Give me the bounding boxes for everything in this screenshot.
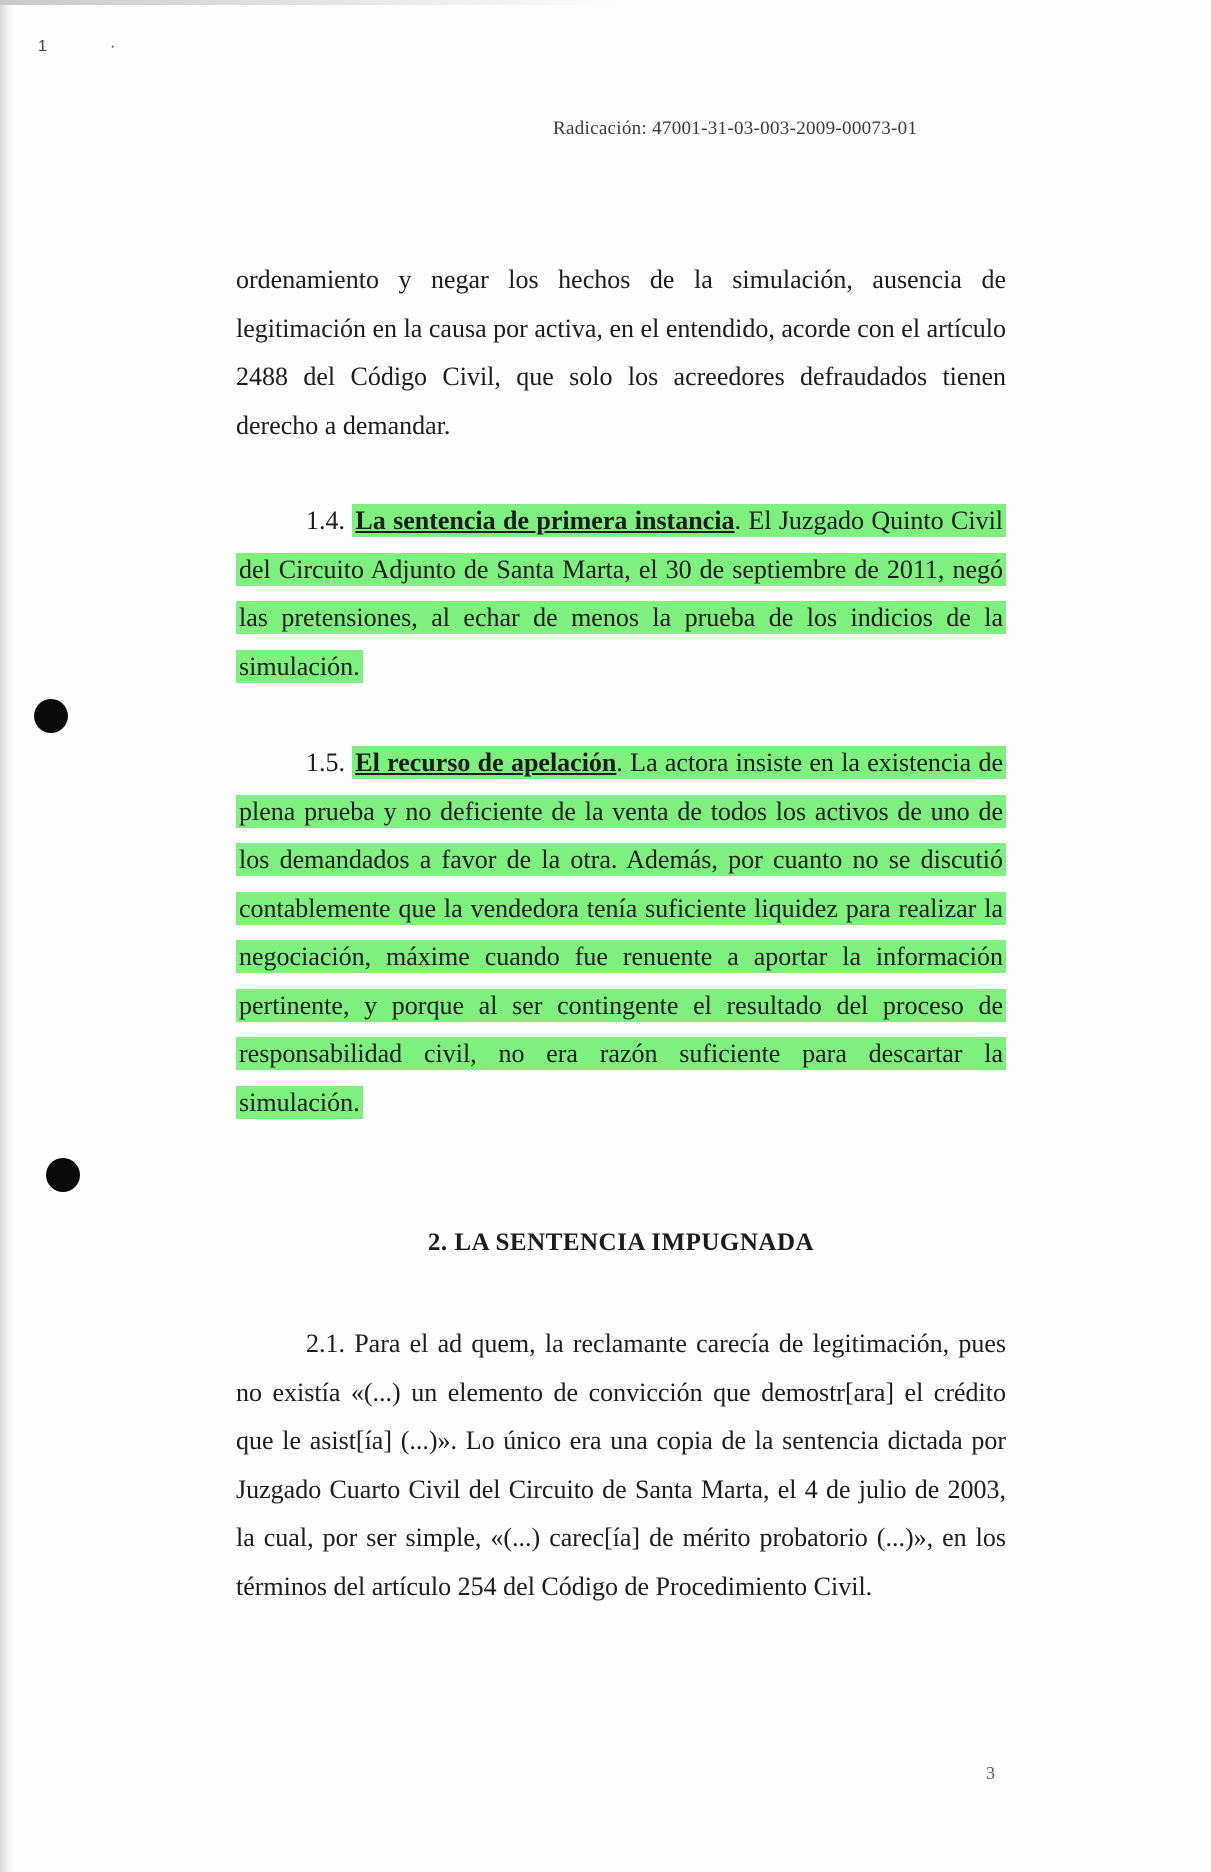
section-1-4-paragraph xyxy=(236,497,1006,691)
section-1-4-highlight xyxy=(236,504,1006,683)
scan-top-edge xyxy=(0,0,620,5)
section-2-1 xyxy=(236,1320,1006,1611)
section-1-5-paragraph xyxy=(236,739,1006,1127)
page-number: 3 xyxy=(986,1763,995,1783)
punch-hole-top xyxy=(34,699,68,733)
corner-mark-left: 1 xyxy=(38,38,47,55)
punch-hole-bottom xyxy=(46,1158,80,1192)
section-heading: 2. LA SENTENCIA IMPUGNADA xyxy=(427,1229,815,1256)
section-1-5 xyxy=(236,739,1006,1127)
section-1-4 xyxy=(236,497,1006,691)
section-1-5-number: 1.5. xyxy=(306,748,345,777)
case-radicado-header: Radicación: 47001-31-03-003-2009-00073-01 xyxy=(553,118,918,139)
section-1-4-title: La sentencia de primera instancia xyxy=(355,506,735,535)
paragraph-continuation xyxy=(236,256,1006,450)
section-1-5-body: . La actora insiste en la existencia de plena prueba y no deficiente de la venta de todos los activos de uno de los demandados a favor de la otra. Además, por cuanto no se discutió contablemente que la vendedora tenía suficiente liquidez para realizar la negociación, máxime cuando fue renuente a aportar la información pertinente, y porque al ser contingente el resultado del proceso de responsabilidad civil, no era razón suficiente para descartar la simulación. xyxy=(239,748,1004,1117)
section-1-4-number: 1.4. xyxy=(306,506,345,535)
section-1-4-body: . El Juzgado Quinto Civil del Circuito Adjunto de Santa Marta, el 30 de septiembre de 2011, negó las pretensiones, al echar de menos la prueba de los indicios de la simulación. xyxy=(239,506,1004,681)
corner-mark-dot: · xyxy=(110,38,116,55)
paragraph-continuation-text: ordenamiento y negar los hechos de la simulación, ausencia de legitimación en la causa por activa, en el entendido, acorde con el artículo 2488 del Código Civil, que solo los acreedores defraudados tienen derecho a demandar. xyxy=(236,265,1006,440)
scan-edge-shadow xyxy=(0,0,14,1872)
section-1-5-highlight xyxy=(236,746,1006,1119)
section-2-1-text: 2.1. Para el ad quem, la reclamante carecía de legitimación, pues no existía «(...) un elemento de convicción que demostr[ara] el crédito que le asist[ía] (...)». Lo único era una copia de la sentencia dictada por Juzgado Cuarto Civil del Circuito de Santa Marta, el 4 de julio de 2003, la cual, por ser simple, «(...) carec[ía] de mérito probatorio (...)», en los términos del artículo 254 del Código de Procedimiento Civil. xyxy=(236,1329,1006,1601)
section-1-5-title: El recurso de apelación xyxy=(355,748,617,777)
